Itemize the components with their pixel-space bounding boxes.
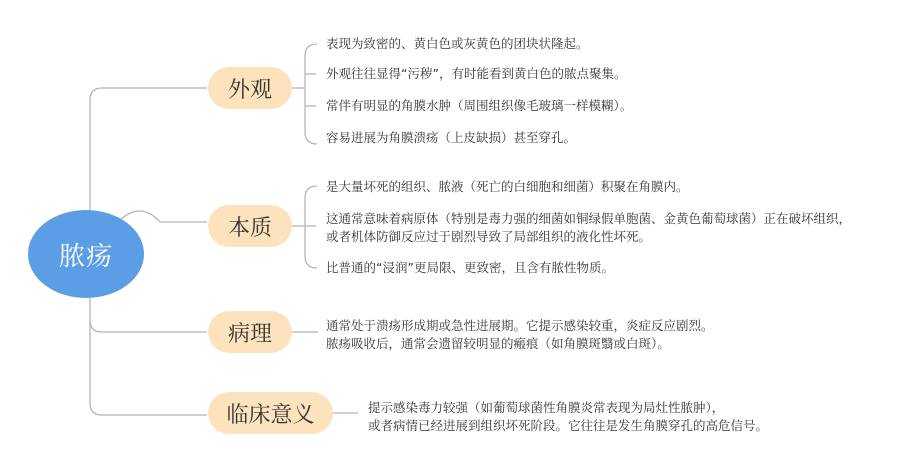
note-benzhi-1: 是大量坏死的组织、脓液（死亡的白细胞和细菌）积聚在角膜内。 [326, 179, 689, 194]
branch-benzhi[interactable]: 本质 [208, 205, 292, 247]
note-benzhi-3: 或者机体防御反应过于剧烈导致了局部组织的液化性坏死。 [326, 229, 652, 244]
note-waiguan-3: 常伴有明显的角膜水肿（周围组织像毛玻璃一样模糊）。 [326, 98, 633, 113]
note-linchuang-2: 或者病情已经进展到组织坏死阶段。它往往是发生角膜穿孔的高危信号。 [368, 418, 769, 433]
note-benzhi-2: 这通常意味着病原体（特别是毒力强的细菌如铜绿假单胞菌、金黄色葡萄球菌）正在破坏组织， [326, 211, 852, 226]
trunk-line [90, 88, 207, 210]
note-linchuang-1: 提示感染毒力较强（如葡萄球菌性角膜炎常表现为局灶性脓肿）， [368, 400, 725, 415]
note-waiguan-1: 表现为致密的、黄白色或灰黄色的团块状隆起。 [326, 36, 589, 51]
trunk-line-to-bingli [90, 298, 207, 332]
branch-bingli[interactable]: 病理 [208, 311, 292, 353]
note-bingli-2: 脓疡吸收后，通常会遗留较明显的瘢痕（如角膜斑翳或白斑）。 [326, 336, 670, 351]
bracket-waiguan [305, 44, 317, 144]
note-waiguan-4: 容易进展为角膜溃疡（上皮缺损）甚至穿孔。 [326, 130, 577, 145]
branch-linchuangyiyi[interactable]: 临床意义 [208, 392, 333, 434]
branch-waiguan[interactable]: 外观 [208, 67, 292, 109]
root-node-nongyang[interactable]: 脓疡 [28, 210, 144, 298]
note-bingli-1: 通常处于溃疡形成期或急性进展期。它提示感染较重，炎症反应剧烈。 [326, 318, 714, 333]
trunk-line-to-benzhi [118, 211, 207, 222]
bracket-benzhi [305, 186, 317, 268]
trunk-line-to-linchuang [90, 320, 207, 415]
note-waiguan-2: 外观往往显得“污秽”，有时能看到黄白色的脓点聚集。 [326, 66, 627, 81]
note-benzhi-4: 比普通的“浸润”更局限、更致密，且含有脓性物质。 [326, 260, 614, 275]
